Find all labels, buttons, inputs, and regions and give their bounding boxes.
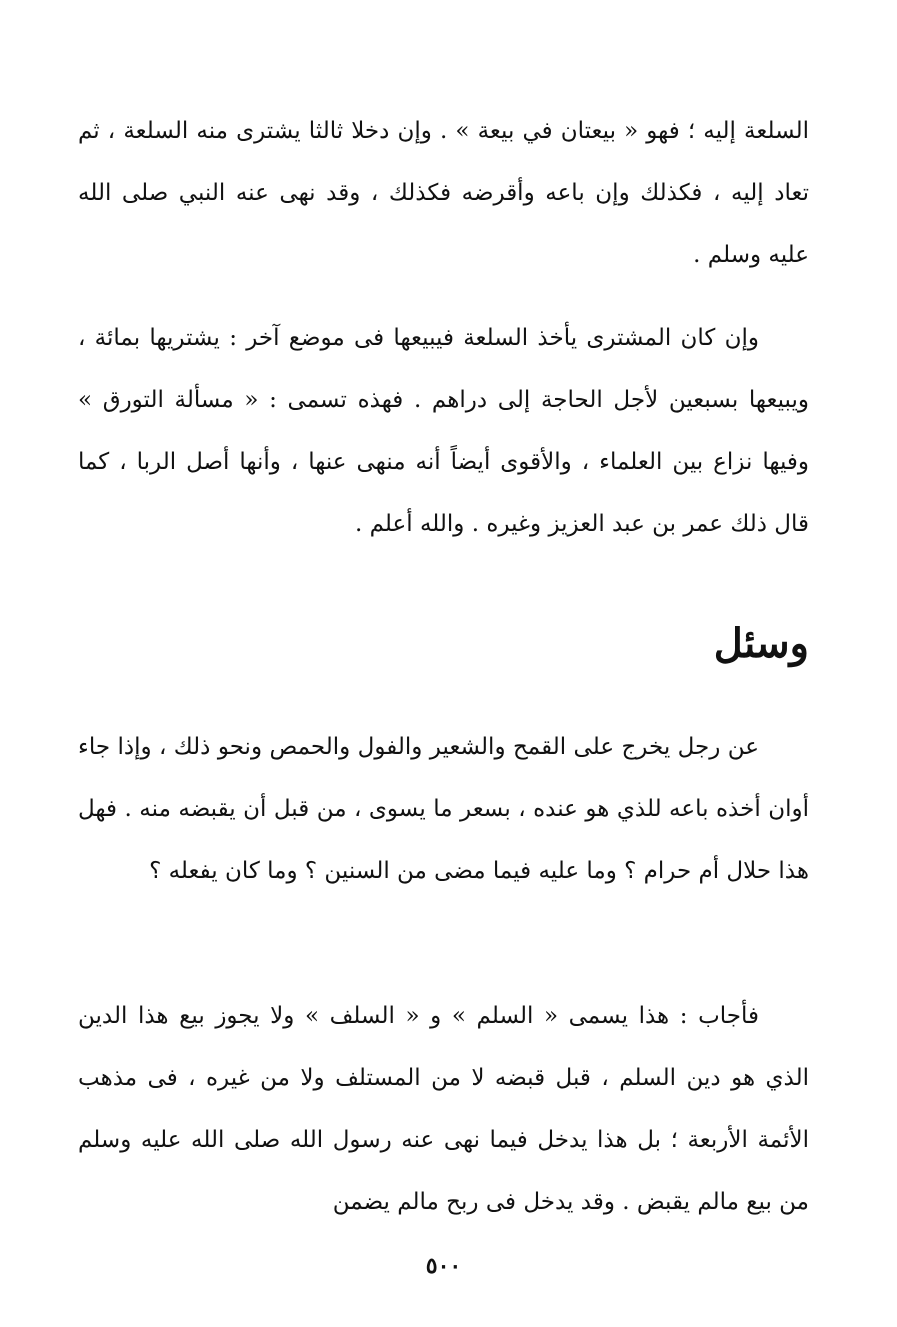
page-number: ٥٠٠ [425,1253,462,1279]
paragraph-2: وإن كان المشترى يأخذ السلعة فيبيعها فى موضع آخر : يشتريها بمائة ، ويبيعها بسبعين لأجل الحاجة إلى دراهم . فهذه تسمى : « مسألة التورق » وفيها نزاع بين العلماء ، والأقوى أيضاً أنه منهى عنها ، وأنها أصل الربا ، كما قال ذلك عمر بن عبد العزيز وغيره . والله أعلم . [78,325,809,537]
paragraph-4: فأجاب : هذا يسمى « السلم » و « السلف » ولا يجوز بيع هذا الدين الذي هو دين السلم ، قبل قبضه لا من المستلف ولا من غيره ، فى مذهب الأئمة الأربعة ؛ بل هذا يدخل فيما نهى عنه رسول الله صلى الله عليه وسلم من بيع مالم يقبض . وقد يدخل فى ربح مالم يضمن [78,1003,809,1215]
paragraph-3: عن رجل يخرج على القمح والشعير والفول والحمص ونحو ذلك ، وإذا جاء أوان أخذه باعه للذي هو عنده ، بسعر ما يسوى ، من قبل أن يقبضه منه . فهل هذا حلال أم حرام ؟ وما عليه فيما مضى من السنين ؟ وما كان يفعله ؟ [78,734,809,884]
document-page [78,0,809,1327]
section-heading: وسئل [713,620,809,667]
paragraph-1: السلعة إليه ؛ فهو « بيعتان في بيعة » . وإن دخلا ثالثا يشترى منه السلعة ، ثم تعاد إليه ، فكذلك وإن باعه وأقرضه فكذلك ، وقد نهى عنه النبي صلى الله عليه وسلم . [78,118,809,268]
